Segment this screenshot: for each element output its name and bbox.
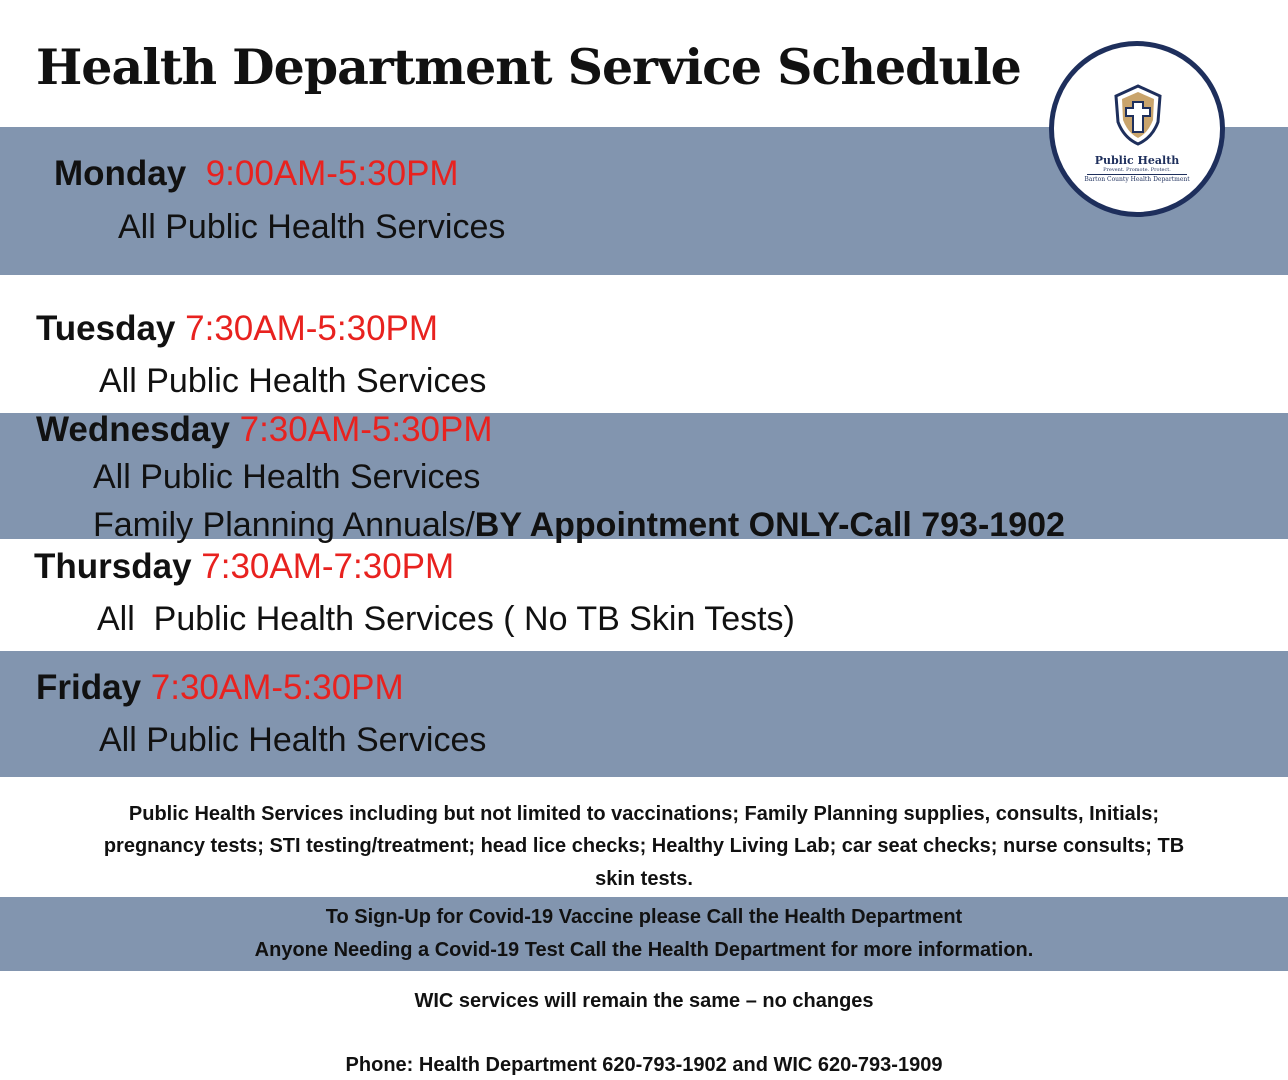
public-health-logo: [1049, 41, 1225, 217]
page-title: Health Department Service Schedule: [36, 38, 1021, 96]
services-note-line-2: pregnancy tests; STI testing/treatment; head lice checks; Healthy Living Lab; car seat checks; nurse consults; TB: [103, 835, 1185, 857]
shield-cross-icon: [1112, 84, 1164, 146]
covid-note-line-2: Anyone Needing a Covid-19 Test Call the Health Department for more information.: [254, 939, 1034, 961]
phone-note: Phone: Health Department 620-793-1902 and WIC 620-793-1909: [345, 1054, 943, 1076]
logo-divider: [1087, 174, 1187, 175]
friday-day: Friday: [36, 668, 142, 707]
wic-note: WIC services will remain the same – no changes: [414, 990, 874, 1012]
wednesday-hours: 7:30AM-5:30PM: [239, 410, 493, 449]
wednesday-day: Wednesday: [36, 410, 230, 449]
logo-tagline: Prevent. Promote. Protect.: [1103, 167, 1171, 173]
wednesday-extra-prefix: Family Planning Annuals/: [93, 506, 475, 544]
friday-service: All Public Health Services: [99, 721, 487, 759]
thursday-service: All Public Health Services ( No TB Skin Tests): [97, 600, 795, 638]
tuesday-day: Tuesday: [36, 309, 176, 348]
monday-day: Monday: [54, 154, 187, 193]
services-note-line-1: Public Health Services including but not limited to vaccinations; Family Planning supplies, consults, Initials;: [128, 803, 1160, 825]
services-note-line-3: skin tests.: [595, 868, 693, 890]
monday-heading: [54, 156, 459, 191]
monday-service: All Public Health Services: [118, 208, 506, 246]
friday-heading: [36, 670, 404, 705]
tuesday-service: All Public Health Services: [99, 362, 487, 400]
thursday-heading: [34, 549, 454, 584]
logo-name: Public Health: [1094, 154, 1180, 167]
logo-department: Barton County Health Department: [1084, 176, 1190, 183]
wednesday-extra: [93, 508, 1065, 542]
tuesday-heading: [36, 311, 438, 346]
wednesday-appointment-note: BY Appointment ONLY-Call 793-1902: [474, 506, 1065, 544]
friday-hours: 7:30AM-5:30PM: [150, 668, 404, 707]
thursday-day: Thursday: [34, 547, 192, 586]
wednesday-heading: [36, 412, 493, 447]
tuesday-hours: 7:30AM-5:30PM: [185, 309, 439, 348]
monday-hours: 9:00AM-5:30PM: [205, 154, 459, 193]
covid-note-line-1: To Sign-Up for Covid-19 Vaccine please Call the Health Department: [325, 906, 963, 928]
wednesday-service: All Public Health Services: [93, 458, 481, 496]
thursday-hours: 7:30AM-7:30PM: [201, 547, 455, 586]
